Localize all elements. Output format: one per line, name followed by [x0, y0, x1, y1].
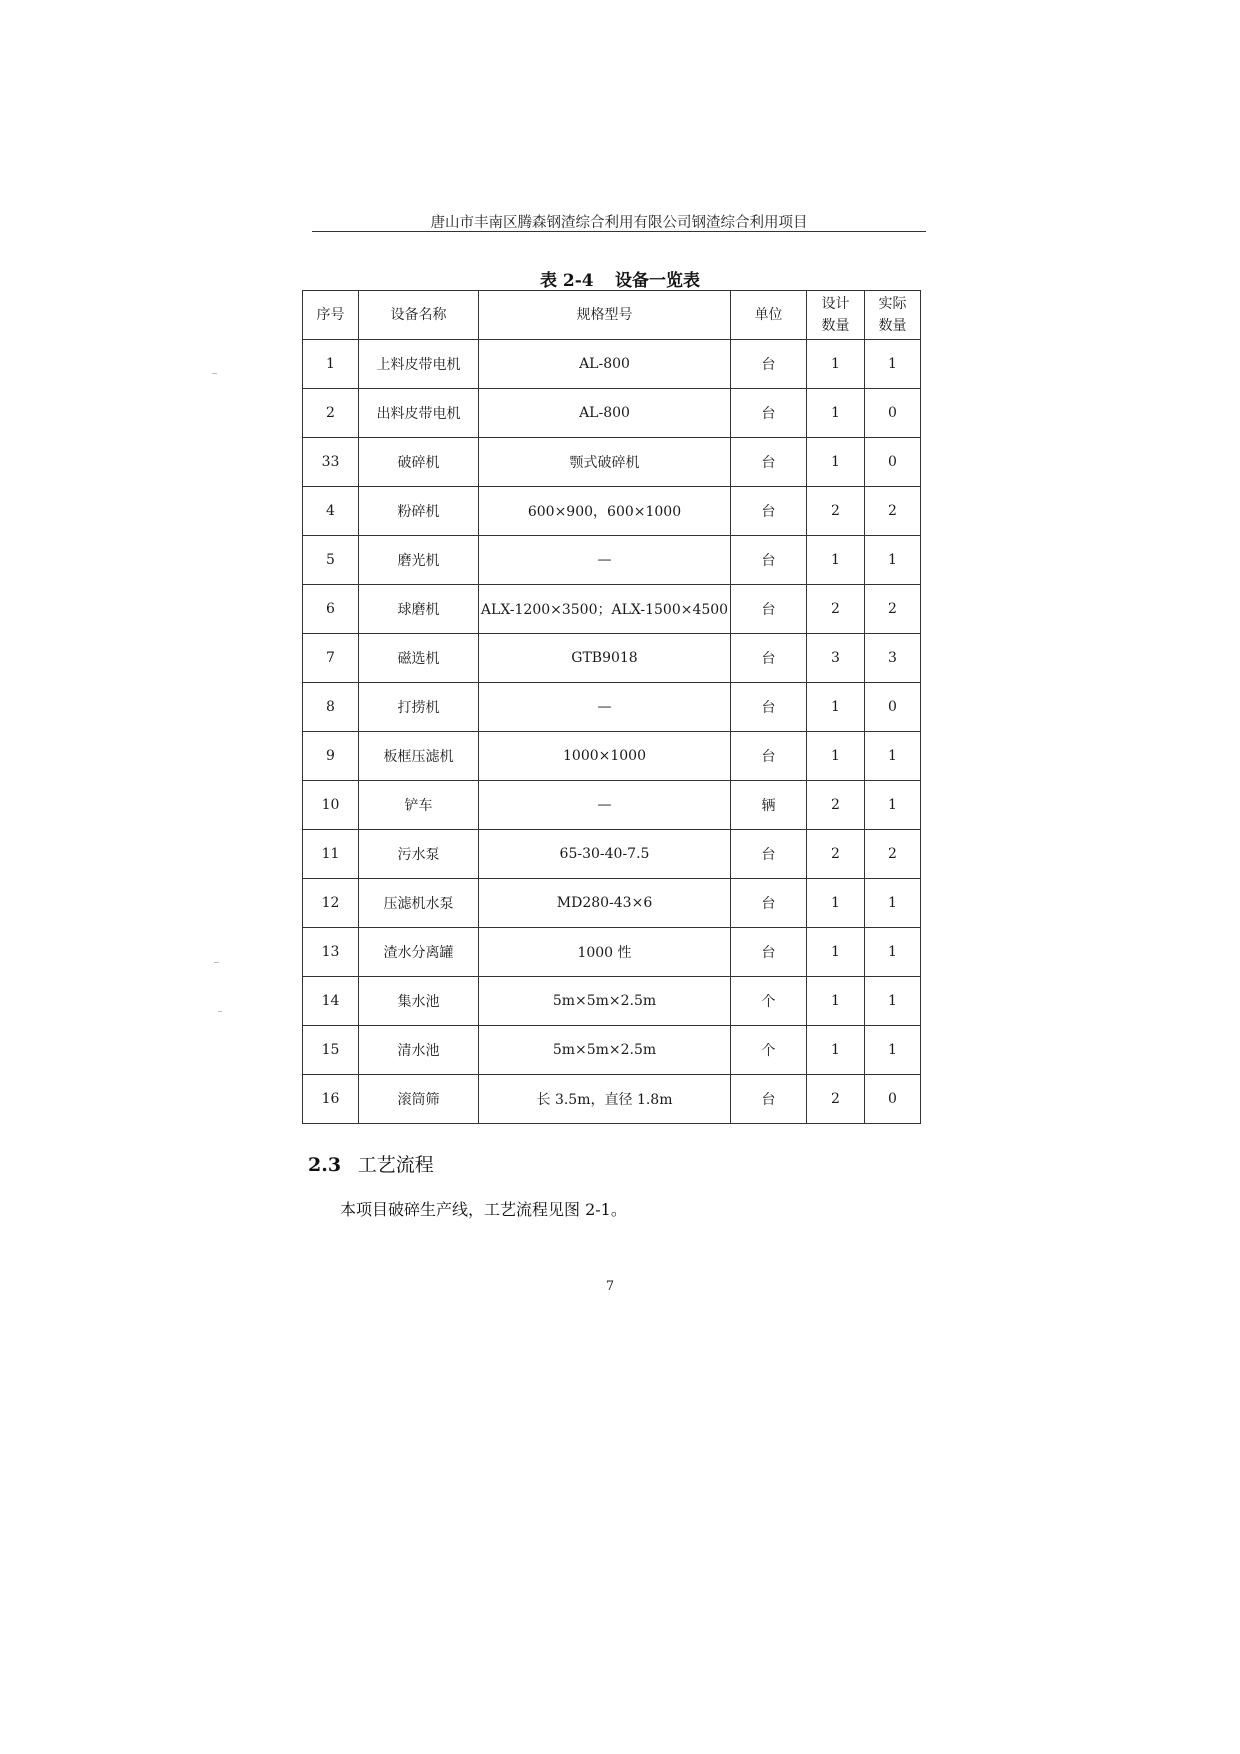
table-cell: 2 — [807, 585, 865, 634]
column-header: 规格型号 — [479, 291, 731, 340]
scan-mark — [214, 962, 219, 963]
table-row — [303, 487, 921, 536]
table-cell: 长 3.5m，直径 1.8m — [479, 1075, 731, 1124]
table-cell: 集水池 — [359, 977, 479, 1026]
table-cell: 台 — [731, 732, 807, 781]
table-body — [303, 340, 921, 1124]
table-cell: GTB9018 — [479, 634, 731, 683]
table-cell: 个 — [731, 977, 807, 1026]
table-row — [303, 340, 921, 389]
table-cell: MD280-43×6 — [479, 879, 731, 928]
table-cell: — — [479, 781, 731, 830]
table-cell: 压滤机水泵 — [359, 879, 479, 928]
table-cell: 破碎机 — [359, 438, 479, 487]
column-header: 序号 — [303, 291, 359, 340]
section-heading — [308, 1150, 434, 1177]
table-cell: 10 — [303, 781, 359, 830]
table-row — [303, 634, 921, 683]
table-cell: 台 — [731, 683, 807, 732]
table-cell: 2 — [807, 781, 865, 830]
table-cell: 台 — [731, 389, 807, 438]
table-cell: 16 — [303, 1075, 359, 1124]
table-row — [303, 928, 921, 977]
table-row — [303, 830, 921, 879]
table-cell: 5 — [303, 536, 359, 585]
table-cell: 1 — [807, 389, 865, 438]
table-cell: 粉碎机 — [359, 487, 479, 536]
table-cell: 2 — [865, 487, 921, 536]
table-cell: 1 — [807, 928, 865, 977]
table-cell: — — [479, 536, 731, 585]
table-row — [303, 879, 921, 928]
table-cell: 台 — [731, 879, 807, 928]
table-cell: 滚筒筛 — [359, 1075, 479, 1124]
table-row — [303, 683, 921, 732]
running-header: 唐山市丰南区腾森钢渣综合利用有限公司钢渣综合利用项目 — [430, 215, 808, 231]
table-cell: 5m×5m×2.5m — [479, 1026, 731, 1075]
table-cell: 铲车 — [359, 781, 479, 830]
table-cell: 3 — [865, 634, 921, 683]
table-row — [303, 977, 921, 1026]
column-header: 实际数量 — [865, 291, 921, 340]
table-cell: 1 — [303, 340, 359, 389]
table-cell: AL-800 — [479, 340, 731, 389]
table-row — [303, 536, 921, 585]
table-row — [303, 389, 921, 438]
table-row — [303, 585, 921, 634]
column-header: 设计数量 — [807, 291, 865, 340]
table-cell: 12 — [303, 879, 359, 928]
table-cell: 0 — [865, 1075, 921, 1124]
table-row — [303, 1075, 921, 1124]
table-cell: 台 — [731, 928, 807, 977]
table-cell: 板框压滤机 — [359, 732, 479, 781]
table-cell: 7 — [303, 634, 359, 683]
table-cell: 台 — [731, 340, 807, 389]
table-row — [303, 438, 921, 487]
table-cell: 1 — [807, 536, 865, 585]
table-cell: 6 — [303, 585, 359, 634]
table-cell: 13 — [303, 928, 359, 977]
table-cell: 1 — [807, 879, 865, 928]
table-cell: 个 — [731, 1026, 807, 1075]
table-cell: 2 — [303, 389, 359, 438]
table-cell: 1 — [865, 340, 921, 389]
table-row — [303, 1026, 921, 1075]
column-header: 单位 — [731, 291, 807, 340]
header-rule — [312, 231, 926, 232]
table-cell: 台 — [731, 830, 807, 879]
table-cell: 33 — [303, 438, 359, 487]
table-cell: 1 — [865, 781, 921, 830]
table-cell: ALX-1200×3500；ALX-1500×4500 — [479, 585, 731, 634]
table-cell: 渣水分离罐 — [359, 928, 479, 977]
table-cell: 5m×5m×2.5m — [479, 977, 731, 1026]
table-cell: 打捞机 — [359, 683, 479, 732]
table-cell: 0 — [865, 683, 921, 732]
table-cell: 1 — [865, 536, 921, 585]
table-cell: 4 — [303, 487, 359, 536]
table-cell: 颚式破碎机 — [479, 438, 731, 487]
table-cell: 清水池 — [359, 1026, 479, 1075]
table-cell: 1 — [807, 683, 865, 732]
column-header: 设备名称 — [359, 291, 479, 340]
table-cell: 出料皮带电机 — [359, 389, 479, 438]
table-caption — [300, 266, 940, 291]
table-cell: 1 — [865, 977, 921, 1026]
section-title: 工艺流程 — [357, 1154, 434, 1176]
table-cell: 1 — [807, 340, 865, 389]
table-cell: 台 — [731, 1075, 807, 1124]
table-cell: 1 — [865, 732, 921, 781]
table-cell: 1000 性 — [479, 928, 731, 977]
table-cell: 2 — [807, 487, 865, 536]
table-cell: 0 — [865, 438, 921, 487]
table-cell: 11 — [303, 830, 359, 879]
table-cell: 台 — [731, 438, 807, 487]
table-cell: 2 — [865, 585, 921, 634]
table-cell: 14 — [303, 977, 359, 1026]
table-cell: 台 — [731, 536, 807, 585]
table-cell: 2 — [807, 1075, 865, 1124]
table-cell: 1 — [807, 977, 865, 1026]
table-cell: 污水泵 — [359, 830, 479, 879]
table-cell: 0 — [865, 389, 921, 438]
table-cell: 65-30-40-7.5 — [479, 830, 731, 879]
table-cell: 8 — [303, 683, 359, 732]
table-header-row — [303, 291, 921, 340]
table-caption-number: 表 2-4 — [539, 271, 594, 291]
table-cell: 台 — [731, 634, 807, 683]
table-cell: 球磨机 — [359, 585, 479, 634]
table-cell: 1 — [807, 732, 865, 781]
table-cell: 1 — [807, 1026, 865, 1075]
table-caption-title: 设备一览表 — [615, 271, 701, 291]
table-cell: 15 — [303, 1026, 359, 1075]
table-cell: 1 — [865, 1026, 921, 1075]
table-row — [303, 781, 921, 830]
table-cell: 2 — [807, 830, 865, 879]
table-cell: 9 — [303, 732, 359, 781]
scan-mark — [212, 373, 217, 374]
table-cell: — — [479, 683, 731, 732]
page-number: 7 — [605, 1279, 615, 1294]
table-row — [303, 732, 921, 781]
table-cell: 2 — [865, 830, 921, 879]
table-cell: 600×900，600×1000 — [479, 487, 731, 536]
body-paragraph: 本项目破碎生产线，工艺流程见图 2-1。 — [340, 1200, 627, 1219]
table-cell: 磨光机 — [359, 536, 479, 585]
table-cell: 上料皮带电机 — [359, 340, 479, 389]
table-cell: 磁选机 — [359, 634, 479, 683]
equipment-table — [302, 290, 921, 1124]
table-cell: 3 — [807, 634, 865, 683]
table-cell: 1 — [865, 879, 921, 928]
table-cell: 台 — [731, 487, 807, 536]
table-cell: AL-800 — [479, 389, 731, 438]
table-cell: 1 — [807, 438, 865, 487]
section-number: 2.3 — [308, 1154, 342, 1176]
table-cell: 1 — [865, 928, 921, 977]
scan-mark — [218, 1011, 222, 1012]
table-cell: 1000×1000 — [479, 732, 731, 781]
table-cell: 辆 — [731, 781, 807, 830]
table-cell: 台 — [731, 585, 807, 634]
